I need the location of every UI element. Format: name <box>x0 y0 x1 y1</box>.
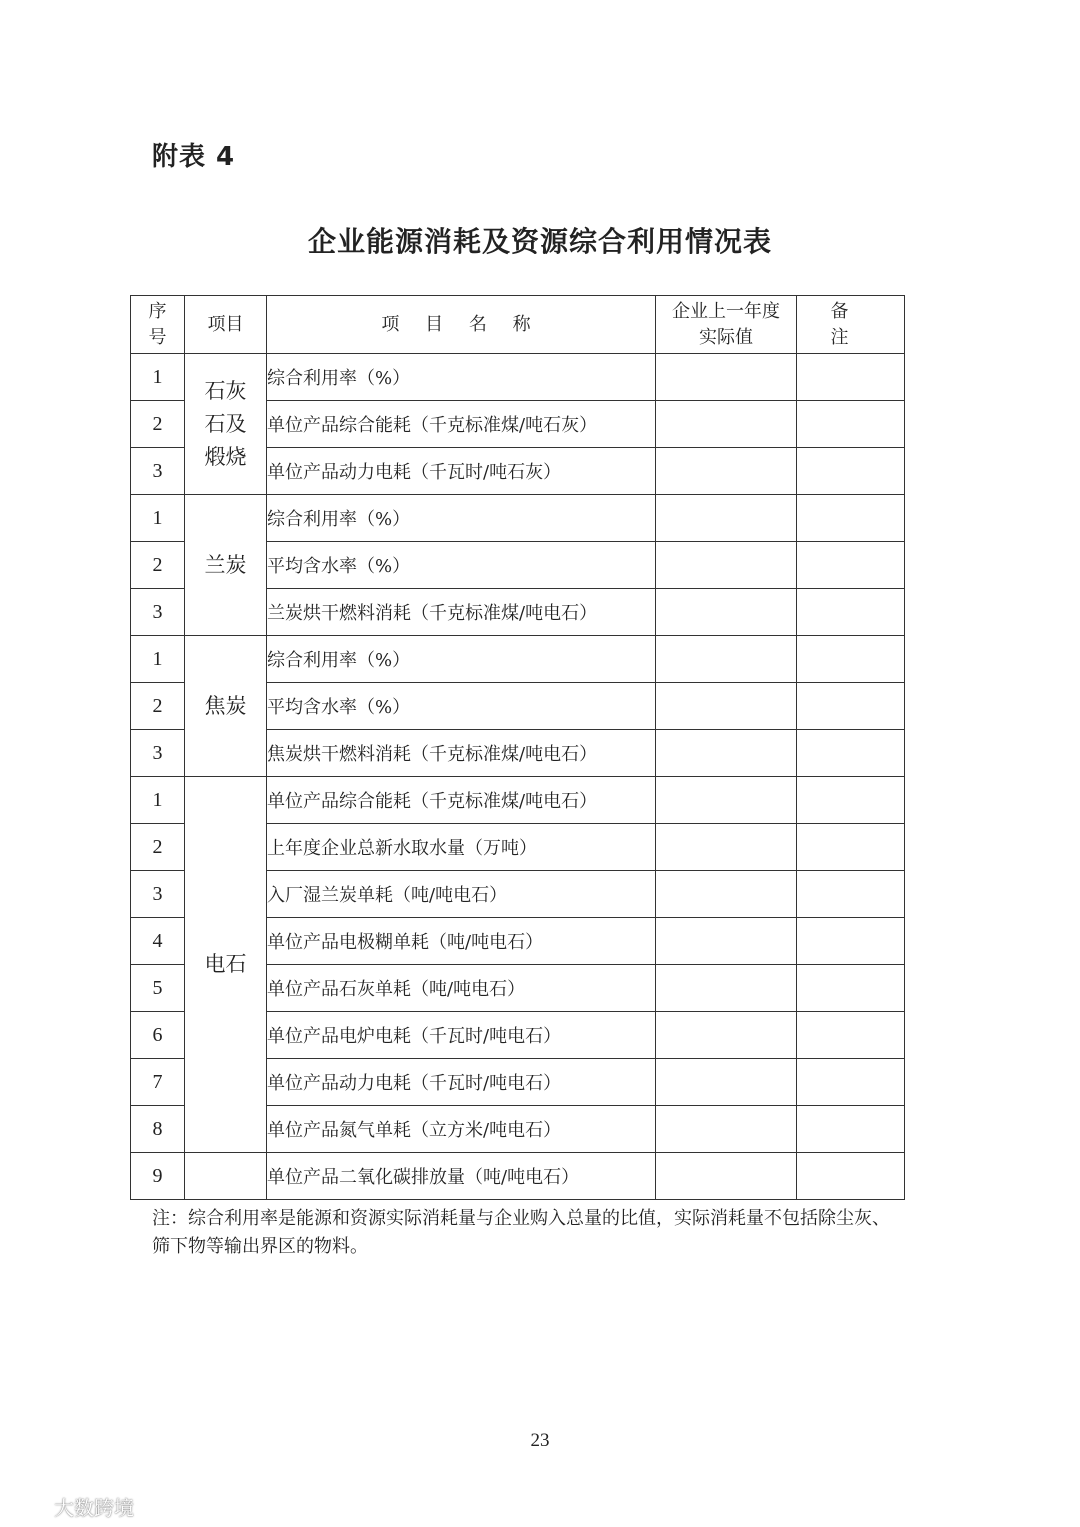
watermark <box>10 1492 134 1521</box>
row-remark <box>797 1153 905 1200</box>
row-actual-value <box>656 495 797 542</box>
row-actual-value <box>656 636 797 683</box>
header-name: 项 目 名 称 <box>267 296 656 354</box>
energy-consumption-table <box>130 295 905 1200</box>
row-name: 上年度企业总新水取水量（万吨） <box>267 824 656 871</box>
row-actual-value <box>656 824 797 871</box>
row-remark <box>797 1106 905 1153</box>
row-remark <box>797 448 905 495</box>
row-seq: 1 <box>131 495 185 542</box>
row-name: 单位产品石灰单耗（吨/吨电石） <box>267 965 656 1012</box>
row-category <box>185 777 267 1153</box>
table-header-row <box>131 296 905 354</box>
row-remark <box>797 401 905 448</box>
header-actual <box>656 296 797 354</box>
row-category <box>185 354 267 495</box>
row-name: 单位产品动力电耗（千瓦时/吨电石） <box>267 1059 656 1106</box>
row-name: 平均含水率（%） <box>267 542 656 589</box>
row-remark <box>797 636 905 683</box>
category-line: 兰炭 <box>204 552 247 577</box>
row-seq: 8 <box>131 1106 185 1153</box>
category-line: 石灰 <box>204 378 247 403</box>
row-seq: 2 <box>131 401 185 448</box>
row-actual-value <box>656 448 797 495</box>
row-category <box>185 636 267 777</box>
row-remark <box>797 354 905 401</box>
row-actual-value <box>656 918 797 965</box>
header-actual-line2: 实际值 <box>699 326 753 348</box>
row-seq: 9 <box>131 1153 185 1200</box>
row-remark <box>797 1012 905 1059</box>
category-line: 电石 <box>204 952 247 976</box>
row-seq: 2 <box>131 683 185 730</box>
row-seq: 2 <box>131 542 185 589</box>
row-remark <box>797 965 905 1012</box>
table-row <box>131 1153 905 1200</box>
row-name: 单位产品综合能耗（千克标准煤/吨石灰） <box>267 401 656 448</box>
row-name: 入厂湿兰炭单耗（吨/吨电石） <box>267 871 656 918</box>
row-name: 综合利用率（%） <box>267 636 656 683</box>
table-row <box>131 495 905 542</box>
header-seq-line1: 序 <box>148 300 167 322</box>
row-seq: 3 <box>131 730 185 777</box>
header-seq <box>131 296 185 354</box>
table-note <box>152 1205 942 1261</box>
row-name: 平均含水率（%） <box>267 683 656 730</box>
row-remark <box>797 589 905 636</box>
row-seq: 1 <box>131 777 185 824</box>
row-name: 单位产品电炉电耗（千瓦时/吨电石） <box>267 1012 656 1059</box>
row-actual-value <box>656 965 797 1012</box>
row-actual-value <box>656 1153 797 1200</box>
category-line: 石及 <box>204 411 247 436</box>
category-line: 煅烧 <box>204 444 247 469</box>
header-actual-line1: 企业上一年度 <box>672 300 780 322</box>
row-name: 单位产品电极糊单耗（吨/吨电石） <box>267 918 656 965</box>
appendix-label: 附表 4 <box>152 142 236 172</box>
row-actual-value <box>656 777 797 824</box>
row-seq: 3 <box>131 871 185 918</box>
watermark-text: 大数跨境 <box>54 1496 134 1520</box>
row-remark <box>797 683 905 730</box>
row-seq: 4 <box>131 918 185 965</box>
row-remark <box>797 730 905 777</box>
row-seq: 3 <box>131 589 185 636</box>
row-actual-value <box>656 871 797 918</box>
row-seq: 1 <box>131 354 185 401</box>
table-title: 企业能源消耗及资源综合利用情况表 <box>307 225 772 258</box>
row-name: 兰炭烘干燃料消耗（千克标准煤/吨电石） <box>267 589 656 636</box>
row-name: 综合利用率（%） <box>267 495 656 542</box>
header-seq-line2: 号 <box>148 326 167 348</box>
row-actual-value <box>656 1106 797 1153</box>
row-seq: 1 <box>131 636 185 683</box>
row-remark <box>797 495 905 542</box>
header-item: 项目 <box>185 296 267 354</box>
row-name: 单位产品二氧化碳排放量（吨/吨电石） <box>267 1153 656 1200</box>
row-seq: 3 <box>131 448 185 495</box>
row-name: 单位产品氮气单耗（立方米/吨电石） <box>267 1106 656 1153</box>
category-line: 焦炭 <box>204 693 247 718</box>
row-remark <box>797 918 905 965</box>
row-remark <box>797 542 905 589</box>
row-seq: 2 <box>131 824 185 871</box>
row-actual-value <box>656 354 797 401</box>
row-actual-value <box>656 1059 797 1106</box>
row-actual-value <box>656 401 797 448</box>
row-actual-value <box>656 730 797 777</box>
row-remark <box>797 824 905 871</box>
row-category <box>185 1153 267 1200</box>
row-name: 综合利用率（%） <box>267 354 656 401</box>
row-category <box>185 495 267 636</box>
row-name: 单位产品动力电耗（千瓦时/吨石灰） <box>267 448 656 495</box>
header-remark: 备 注 <box>797 296 905 354</box>
row-remark <box>797 1059 905 1106</box>
row-seq: 7 <box>131 1059 185 1106</box>
note-line-1: 注：综合利用率是能源和资源实际消耗量与企业购入总量的比值，实际消耗量不包括除尘灰、 <box>152 1208 890 1229</box>
table-row <box>131 354 905 401</box>
row-actual-value <box>656 1012 797 1059</box>
row-name: 焦炭烘干燃料消耗（千克标准煤/吨电石） <box>267 730 656 777</box>
watermark-logo-icon <box>10 1496 50 1518</box>
table-row <box>131 777 905 824</box>
row-actual-value <box>656 542 797 589</box>
row-actual-value <box>656 589 797 636</box>
row-actual-value <box>656 683 797 730</box>
note-line-2: 筛下物等输出界区的物料。 <box>152 1236 368 1257</box>
page-number: 23 <box>530 1430 550 1451</box>
row-seq: 6 <box>131 1012 185 1059</box>
row-remark <box>797 777 905 824</box>
row-seq: 5 <box>131 965 185 1012</box>
row-remark <box>797 871 905 918</box>
table-row <box>131 636 905 683</box>
row-name: 单位产品综合能耗（千克标准煤/吨电石） <box>267 777 656 824</box>
